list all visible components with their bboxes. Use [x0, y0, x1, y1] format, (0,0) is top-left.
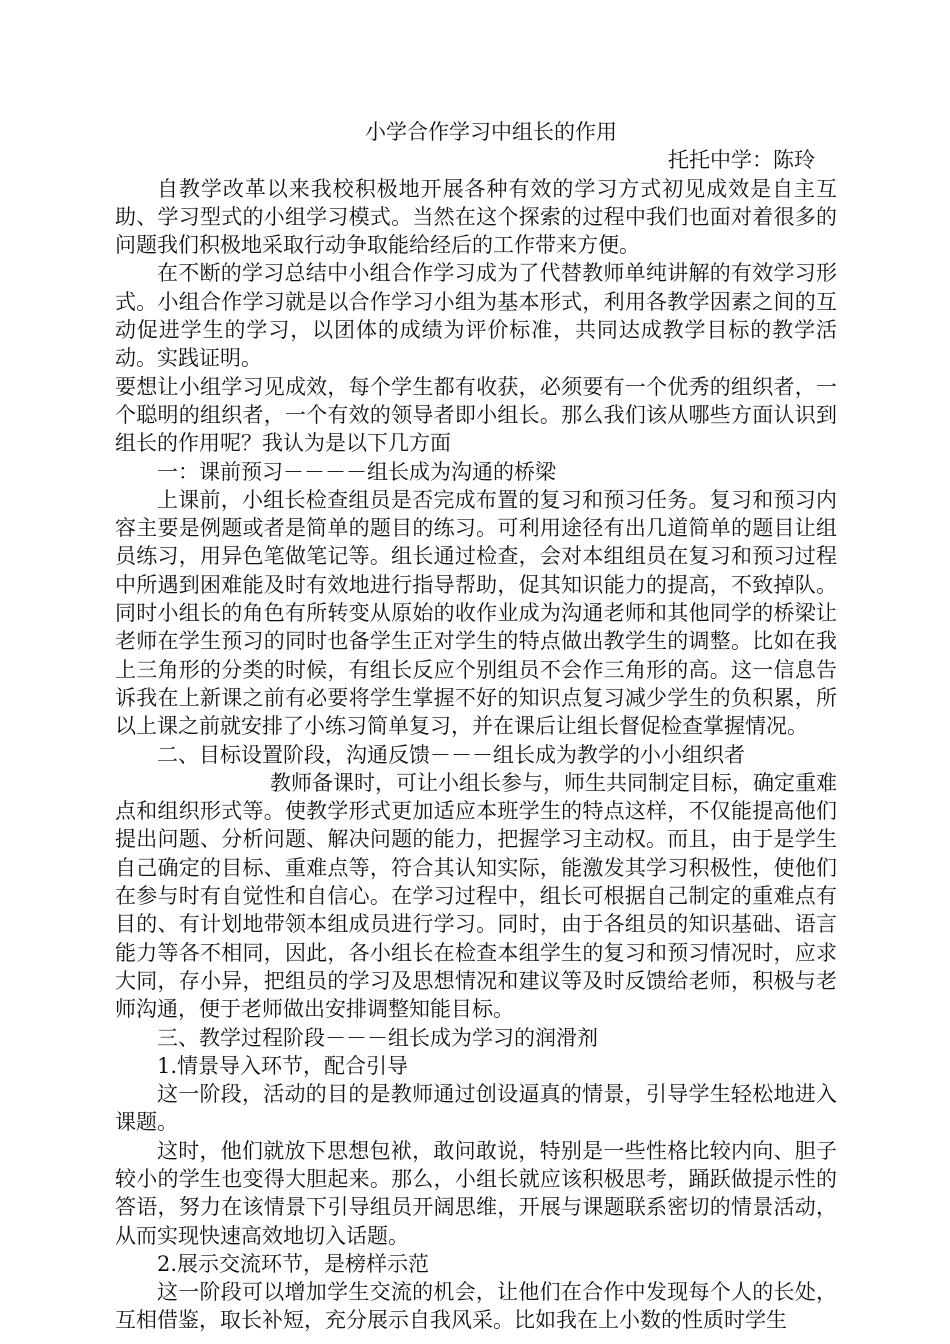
subsection-heading-2: 2.展示交流环节，是榜样示范	[157, 1251, 430, 1276]
paragraph-goal-setting: 教师备课时，可让小组长参与，师生共同制定目标，确定重难点和组织形式等。使教学形式更加适应本班学生的特点这样，不仅能提高他们提出问题、分析问题、解决问题的能力，把握学习主动权。而且，由于是学生自己确定的目标、重难点等，符合其认知实际，能激发其学习积极性，使他们在参与时有自觉性和自信心。在学习过程中，组长可根据自己制定的重难点有目的、有计划地带领本组成员进行学习。同时，由于各组员的知识基础、语言能力等各不相同，因此，各小组长在检查本组学生的复习和预习情况时，应求大同，存小异，把组员的学习及思想情况和建议等及时反馈给老师，积极与老师沟通，便于老师做出安排调整知能目标。	[115, 770, 837, 1022]
document-title: 小学合作学习中组长的作用	[365, 120, 617, 144]
subsection-heading-1: 1.情景导入环节，配合引导	[157, 1053, 409, 1078]
section-heading-3: 三、教学过程阶段－－－组长成为学习的润滑剂	[157, 1025, 598, 1050]
section-heading-1: 一：课前预习－－－－组长成为沟通的桥梁	[157, 459, 556, 484]
document-author: 托托中学：陈玲	[668, 148, 815, 173]
paragraph-definition: 在不断的学习总结中小组合作学习成为了代替教师单纯讲解的有效学习形式。小组合作学习就是以合作学习小组为基本形式，利用各教学因素之间的互动促进学生的学习，以团体的成绩为评价标准，共同达成教学目标的教学活动。实践证明。	[115, 261, 837, 371]
section-heading-2: 二、目标设置阶段，沟通反馈－－－组长成为教学的小小组织者	[157, 742, 745, 767]
paragraph-scene-detail: 这时，他们就放下思想包袱，敢问敢说，特别是一些性格比较内向、胆子较小的学生也变得大胆起来。那么，小组长就应该积极思考，踊跃做提示性的答语，努力在该情景下引导组员开阔思维，开展与课题联系密切的情景活动，从而实现快速高效地切入话题。	[115, 1138, 837, 1248]
paragraph-exchange: 这一阶段可以增加学生交流的机会，让他们在合作中发现每个人的长处，互相借鉴，取长补短，充分展示自我风采。比如我在上小数的性质时学生	[115, 1280, 837, 1333]
document-page	[115, 118, 837, 1335]
paragraph-thesis: 要想让小组学习见成效，每个学生都有收获，必须要有一个优秀的组织者，一个聪明的组织者，一个有效的领导者即小组长。那么我们该从哪些方面认识到组长的作用呢？我认为是以下几方面	[115, 374, 837, 456]
paragraph-preview: 上课前，小组长检查组员是否完成布置的复习和预习任务。复习和预习内容主要是例题或者是简单的题目的练习。可利用途径有出几道简单的题目让组员练习，用异色笔做笔记等。组长通过检查，会对本组组员在复习和预习过程中所遇到困难能及时有效地进行指导帮助，促其知识能力的提高，不致掉队。同时小组长的角色有所转变从原始的收作业成为沟通老师和其他同学的桥梁让老师在学生预习的同时也备学生正对学生的特点做出教学生的调整。比如在我上三角形的分类的时候，有组长反应个别组员不会作三角形的高。这一信息告诉我在上新课之前有必要将学生掌握不好的知识点复习减少学生的负积累，所以上课之前就安排了小练习简单复习，并在课后让组长督促检查掌握情况。	[115, 487, 837, 739]
paragraph-scene-intro: 这一阶段，活动的目的是教师通过创设逼真的情景，引导学生轻松地进入课题。	[115, 1082, 837, 1135]
paragraph-intro: 自教学改革以来我校积极地开展各种有效的学习方式初见成效是自主互助、学习型式的小组学习模式。当然在这个探索的过程中我们也面对着很多的问题我们积极地采取行动争取能给经后的工作带来方便。	[115, 176, 837, 258]
